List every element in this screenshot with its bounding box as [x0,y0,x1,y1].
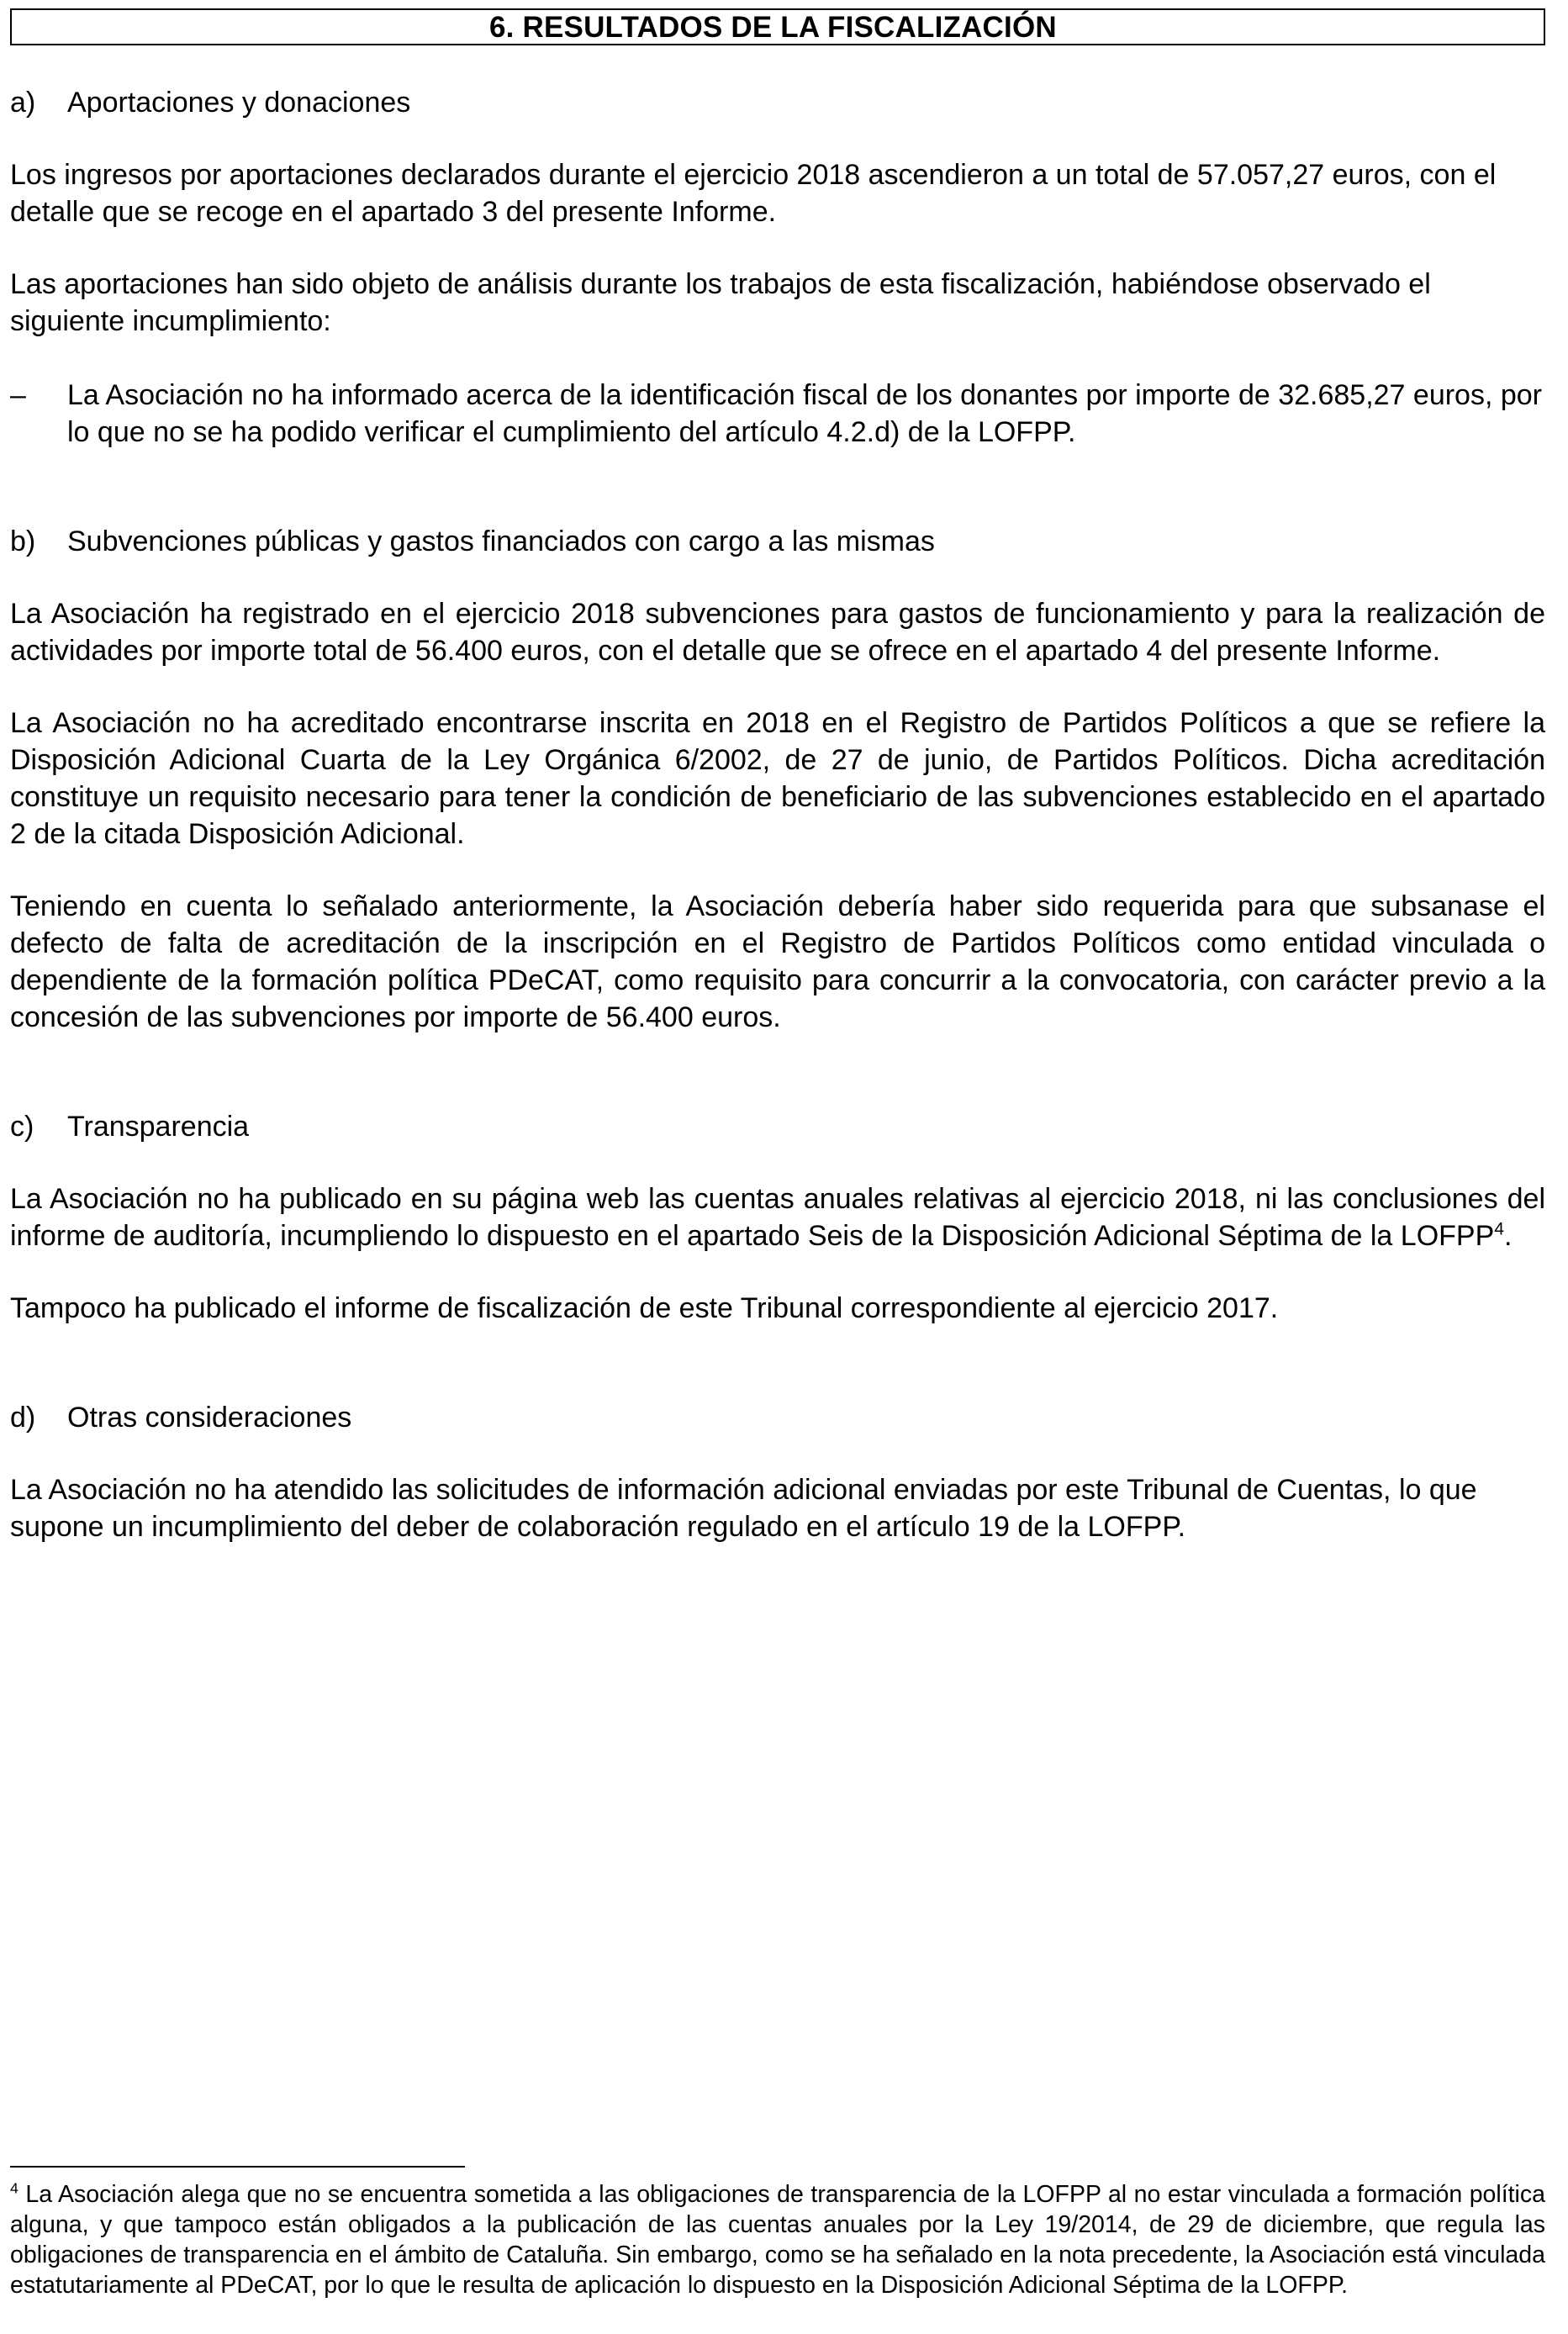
section-b-paragraph-2: La Asociación no ha acreditado encontrarse inscrita en 2018 en el Registro de Partidos Políticos a que se refiere la Disposición Adicional Cuarta de la Ley Orgánica 6/2002, de 27 de junio, de Partidos Políticos. Dicha acreditación constituye un requisito necesario para tener la condición de beneficiario de las subvenciones establecido en el apartado 2 de la citada Disposición Adicional. [10,707,1545,850]
section-a-heading [10,84,1545,121]
footnote [10,2179,1545,2300]
section-a-bullet-text: La Asociación no ha informado acerca de la identificación fiscal de los donantes por importe de 32.685,27 euros, por lo que no se ha podido verificar el cumplimiento del artículo 4.2.d) de la LOFPP. [67,379,1542,448]
section-c-letter: c) [10,1111,34,1143]
section-b-heading [10,523,1545,560]
section-c-title: Transparencia [67,1111,250,1143]
section-d-title: Otras consideraciones [67,1402,352,1434]
bullet-dash: – [10,379,26,411]
footnote-number: 4 [10,2179,18,2197]
section-c-paragraph-2: Tampoco ha publicado el informe de fiscalización de este Tribunal correspondiente al ejercicio 2017. [10,1292,1279,1324]
footnote-text: La Asociación alega que no se encuentra sometida a las obligaciones de transparencia de la LOFPP al no estar vinculada a formación política alguna, y que tampoco están obligados a la publicación de las cuentas anuales por la Ley 19/2014, de 29 de diciembre, que regula las obligaciones de transparencia en el ámbito de Cataluña. Sin embargo, como se ha señalado en la nota precedente, la Asociación está vinculada estatutariamente al PDeCAT, por lo que le resulta de aplicación lo dispuesto en la Disposición Adicional Séptima de la LOFPP. [10,2181,1545,2299]
section-d-letter: d) [10,1402,36,1434]
section-a-paragraph-1: Los ingresos por aportaciones declarados durante el ejercicio 2018 ascendieron a un total de 57.057,27 euros, con el detalle que se recoge en el apartado 3 del presente Informe. [10,159,1497,228]
section-b-title: Subvenciones públicas y gastos financiados con cargo a las mismas [67,525,935,557]
section-c-paragraph-1-text: La Asociación no ha publicado en su página web las cuentas anuales relativas al ejercicio 2018, ni las conclusiones del informe de auditoría, incumpliendo lo dispuesto en el apartado Seis de la Disposición Adicional Séptima de la LOFPP [10,1183,1545,1252]
page-title: 6. RESULTADOS DE LA FISCALIZACIÓN [489,11,1057,44]
section-a-bullet-item [10,377,1545,451]
section-b-letter: b) [10,525,36,557]
section-a-title: Aportaciones y donaciones [67,87,411,119]
section-c-heading [10,1108,1545,1145]
document-page [10,8,1545,1545]
section-d-paragraph-1: La Asociación no ha atendido las solicitudes de información adicional enviadas por este Tribunal de Cuentas, lo que supone un incumplimiento del deber de colaboración regulado en el artículo 19 de la LOFPP. [10,1474,1477,1543]
section-a-letter: a) [10,87,36,119]
section-c-paragraph-1 [10,1180,1545,1254]
section-b-paragraph-1: La Asociación ha registrado en el ejercicio 2018 subvenciones para gastos de funcionamiento y para la realización de actividades por importe total de 56.400 euros, con el detalle que se ofrece en el apartado 4 del presente Informe. [10,598,1545,667]
section-header-box [10,8,1545,45]
section-b-paragraph-3: Teniendo en cuenta lo señalado anteriormente, la Asociación debería haber sido requerida para que subsanase el defecto de falta de acreditación de la inscripción en el Registro de Partidos Políticos como entidad vinculada o dependiente de la formación política PDeCAT, como requisito para concurrir a la convocatoria, con carácter previo a la concesión de las subvenciones por importe de 56.400 euros. [10,890,1545,1033]
section-c-paragraph-1-end: . [1504,1220,1513,1252]
section-d-heading [10,1399,1545,1436]
section-a-paragraph-2: Las aportaciones han sido objeto de análisis durante los trabajos de esta fiscalización, habiéndose observado el siguiente incumplimiento: [10,268,1431,337]
footnote-divider [10,2166,465,2168]
footnote-reference[interactable]: 4 [1494,1219,1504,1239]
